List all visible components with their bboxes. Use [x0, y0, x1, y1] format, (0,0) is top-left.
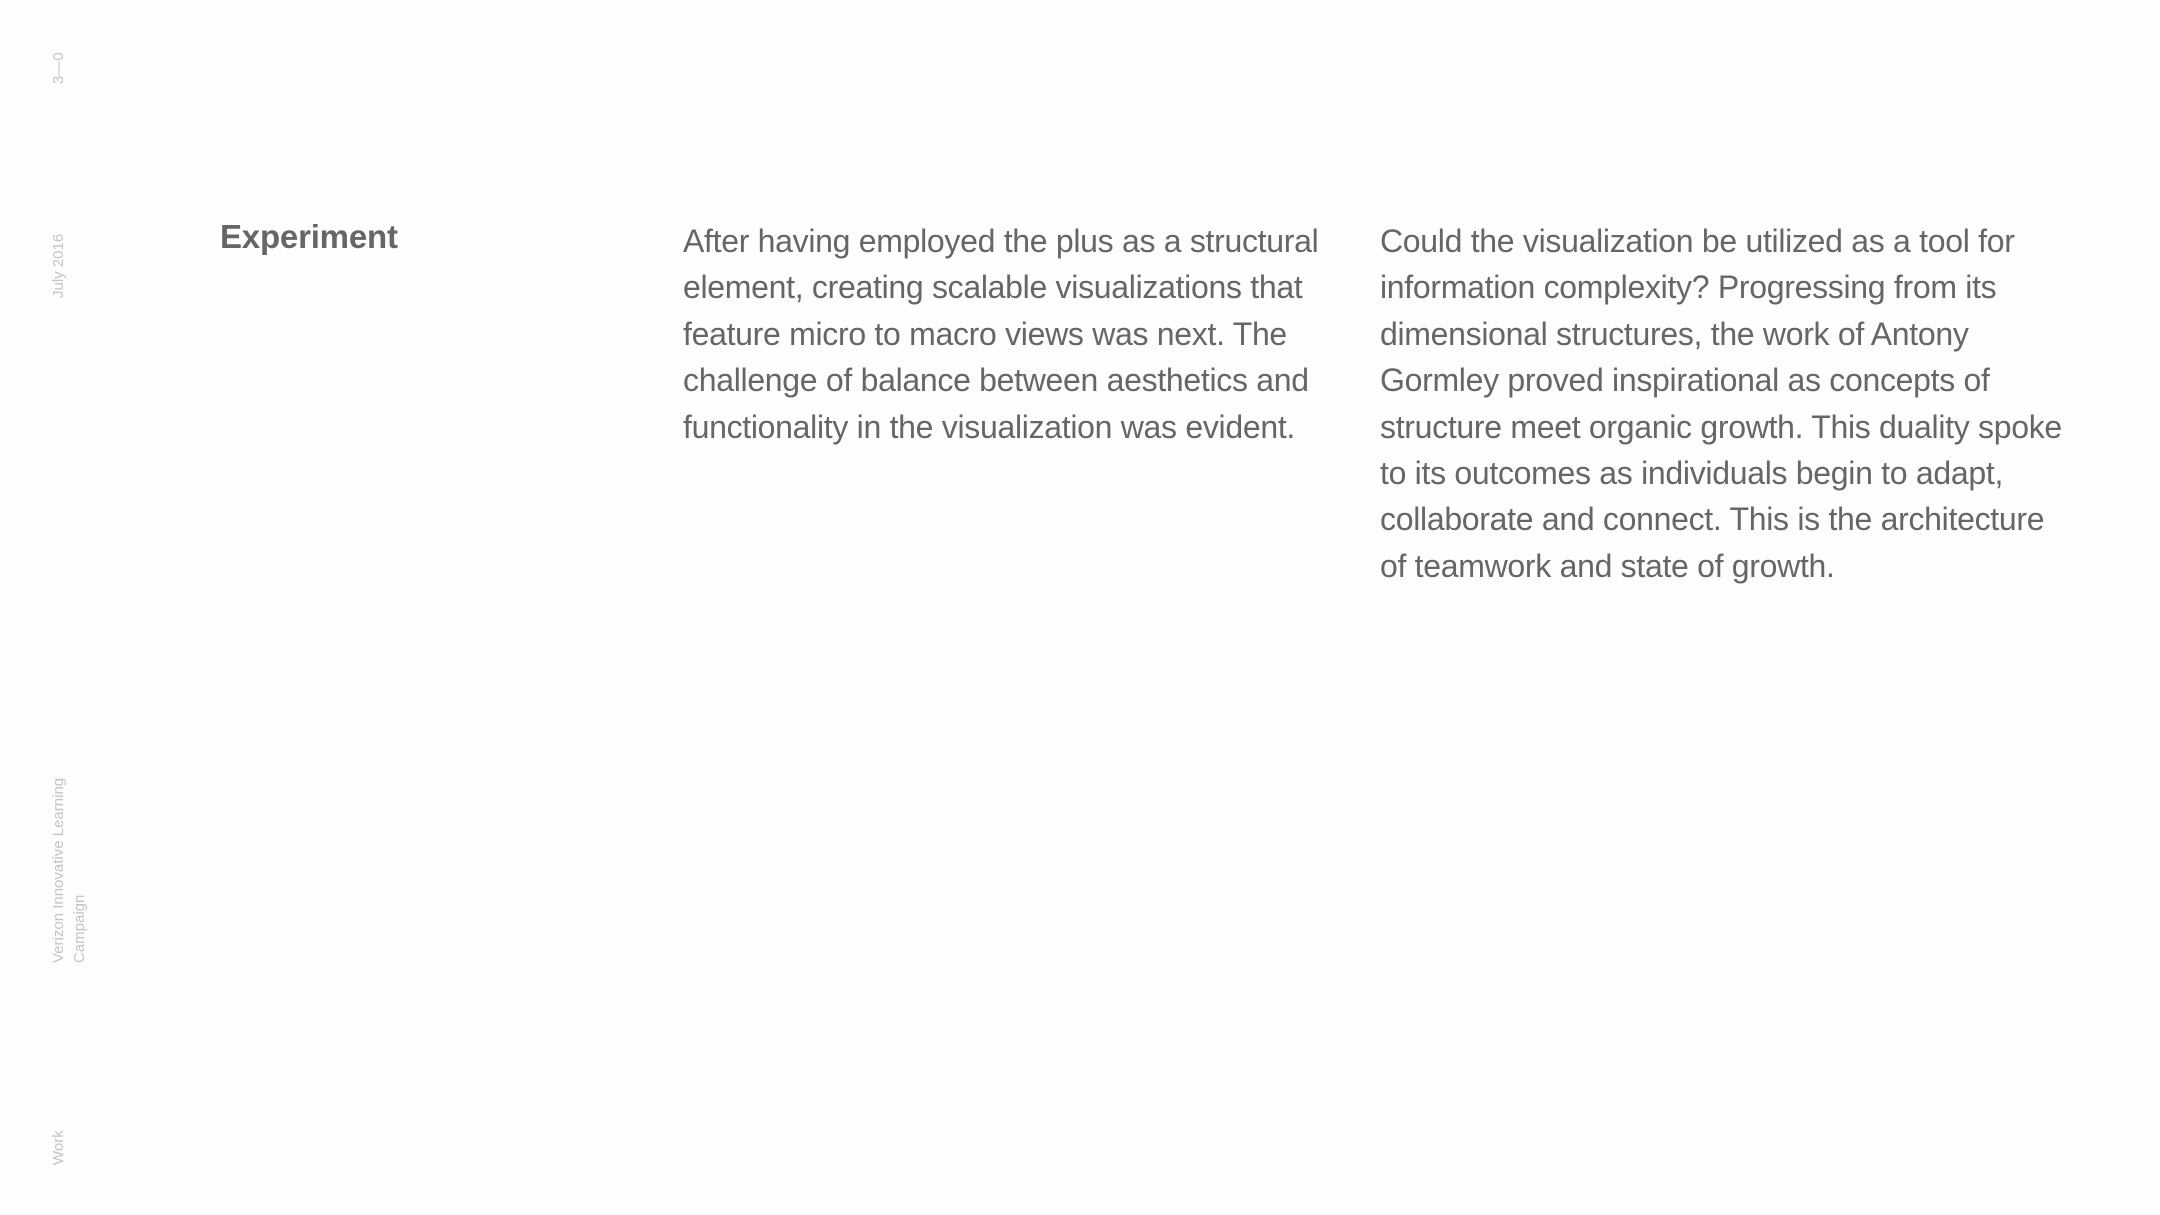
- body-paragraph-1: After having employed the plus as a structural element, creating scalable visualizations that feature micro to macro views was next. The challenge of balance between aesthetics and functionality in the visualization was evident.: [683, 223, 1319, 445]
- page-number: [48, 52, 69, 84]
- page-number-text: 3—0: [50, 52, 67, 84]
- project-label: [48, 778, 90, 963]
- date-label: [48, 234, 69, 298]
- body-paragraph-2: Could the visualization be utilized as a tool for information complexity? Progressing from its dimensional structures, the work of Antony Gormley proved inspirational as concepts of structure meet organic growth. This duality spoke to its outcomes as individuals begin to adapt, collaborate and connect. This is the architecture of teamwork and state of growth.: [1380, 223, 2062, 584]
- project-line-1: Verizon Innovative Learning: [50, 777, 67, 963]
- section-label: [48, 1130, 69, 1165]
- date-text: July 2016: [50, 233, 67, 298]
- project-line-2: Campaign: [71, 894, 88, 963]
- section-text: Work: [50, 1130, 67, 1165]
- section-heading: Experiment: [220, 218, 398, 255]
